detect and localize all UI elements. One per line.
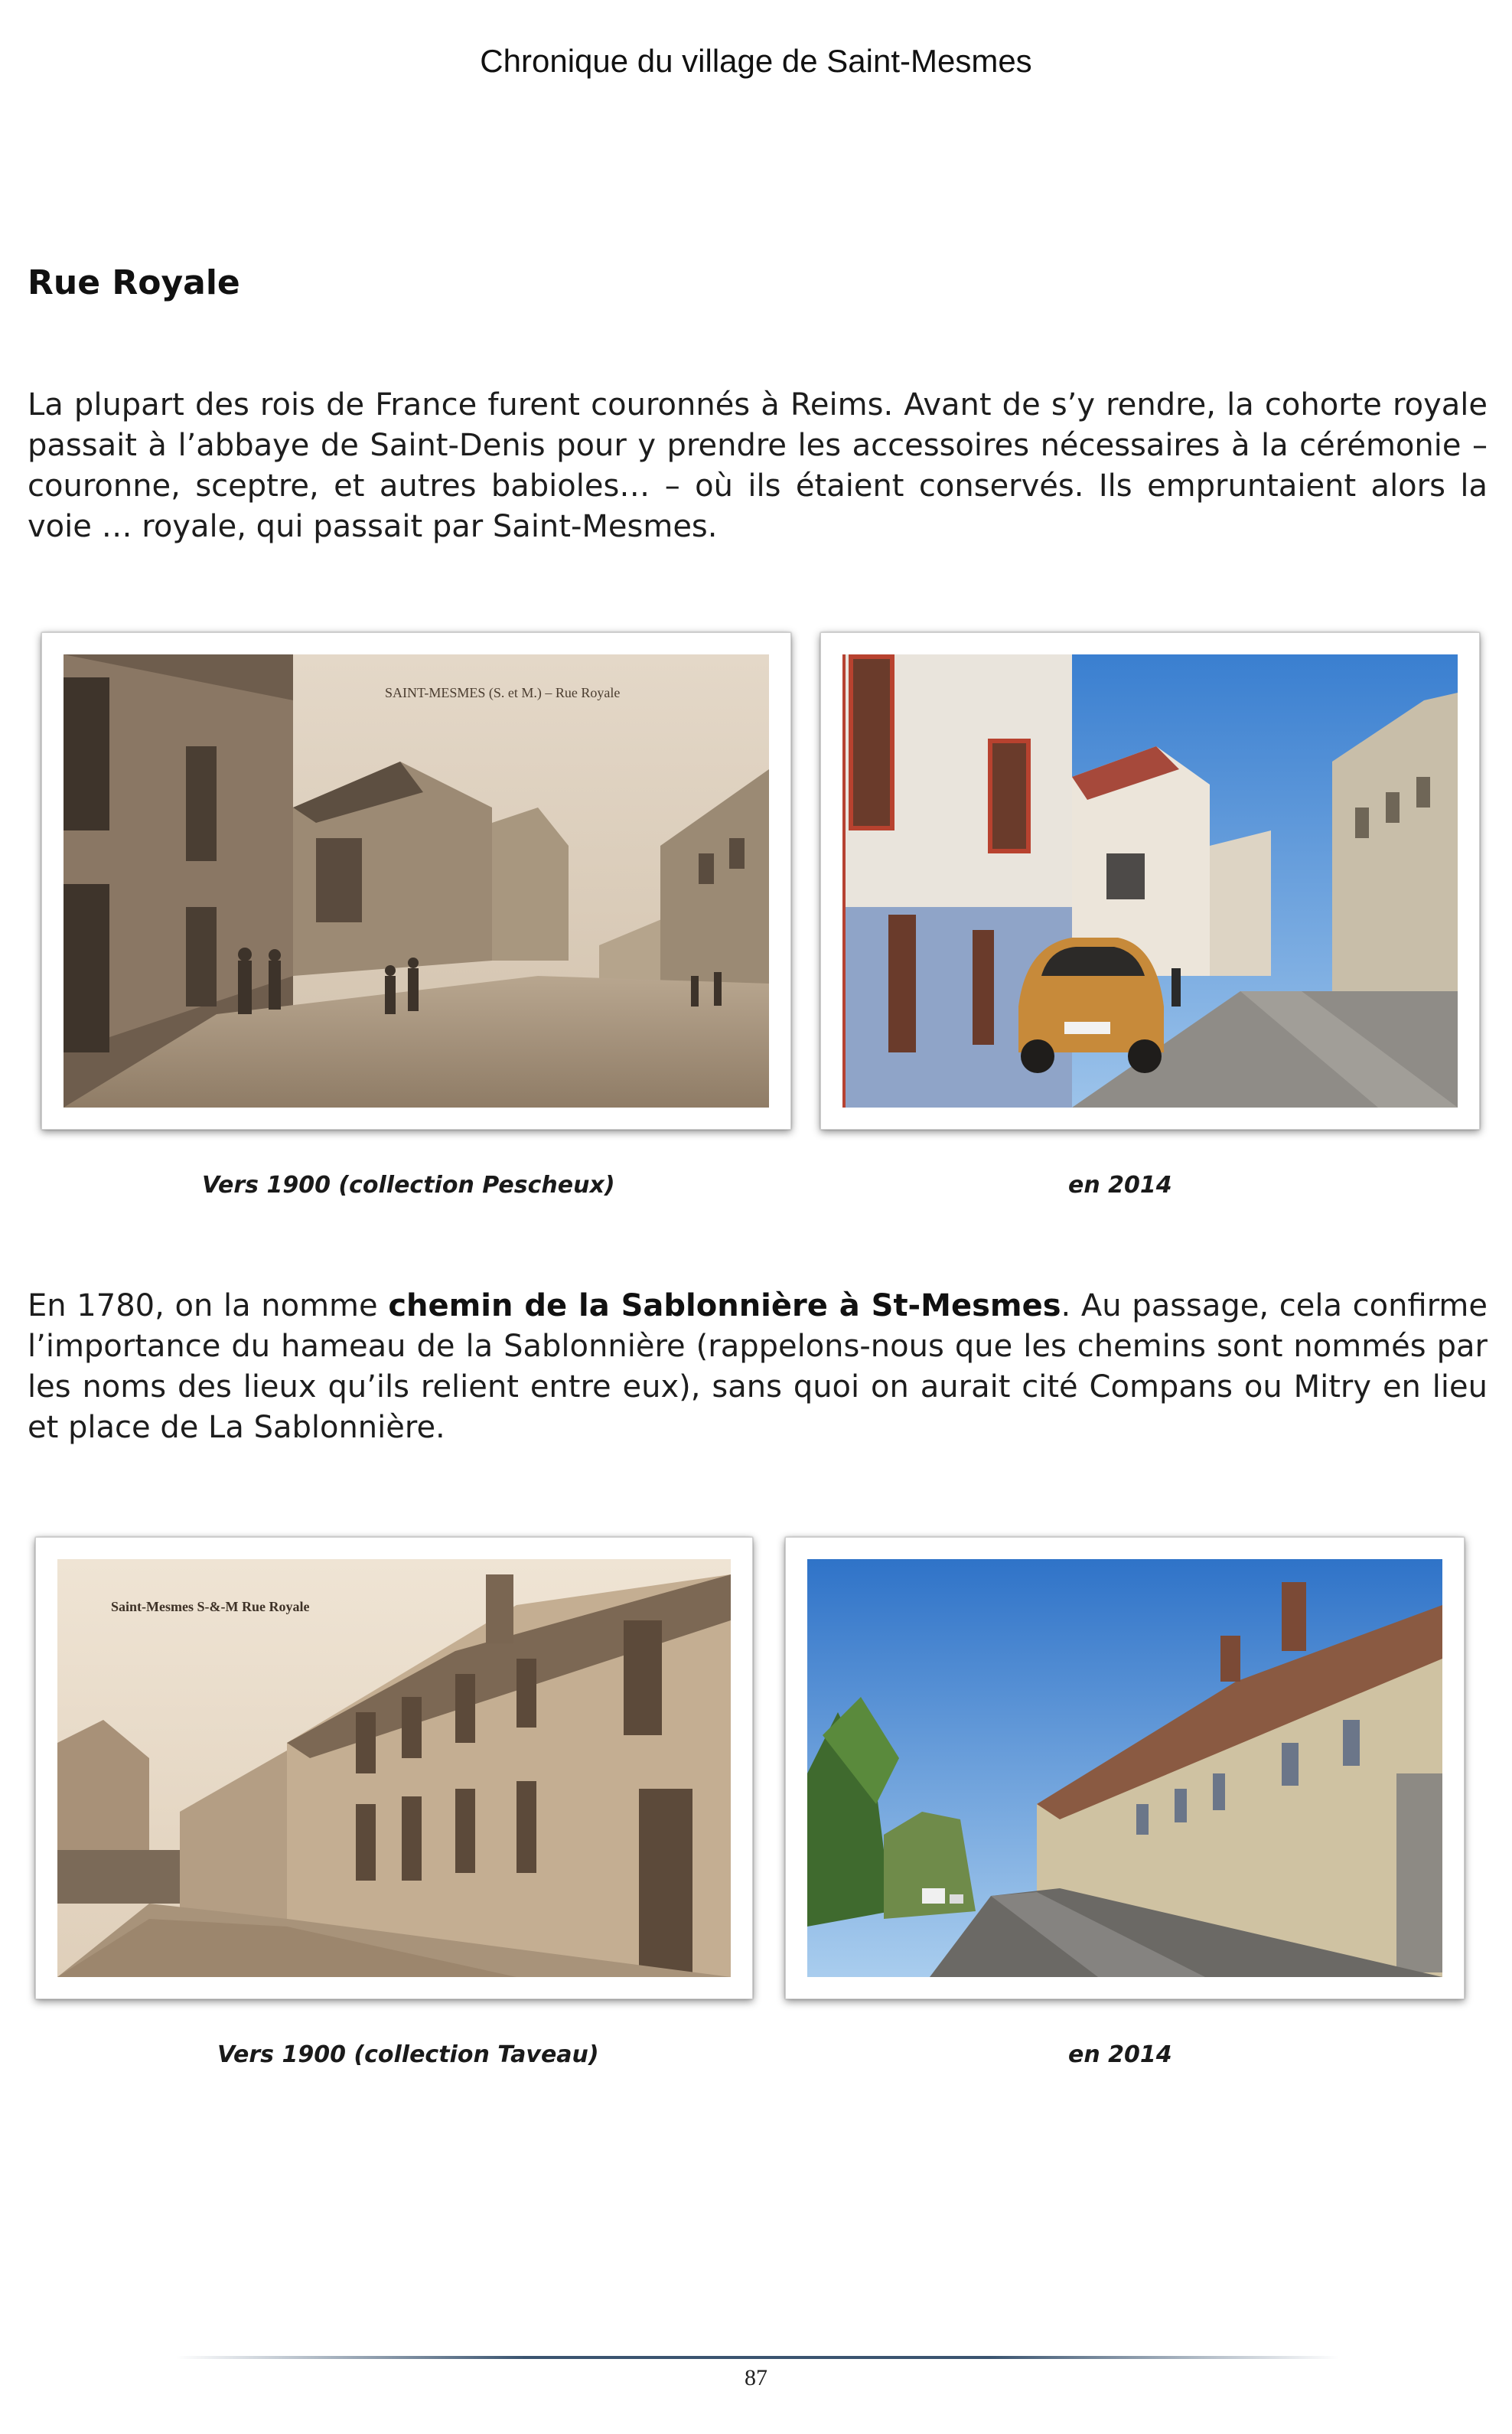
sepia-street-photo (57, 1559, 731, 1977)
page-number: 87 (745, 2365, 767, 2390)
postcard-caption-1: SAINT-MESMES (S. et M.) – Rue Royale (385, 685, 621, 700)
caption-1900-taveau: Vers 1900 (collection Taveau) (217, 2041, 599, 2068)
caption-2014-a: en 2014 (1068, 1172, 1172, 1199)
caption-1900-pescheux: Vers 1900 (collection Pescheux) (202, 1172, 615, 1199)
paragraph-1780-after: . Au passage, cela confirme l’importance du hameau de la Sablonnière (rappelons-nous que les chemins sont nommés par les noms des lieux qu’ils relient entre eux), sans quoi on aurait cité Compans ou Mitry en lieu et place de La Sablonnière. (28, 1288, 1488, 1445)
footer-divider (176, 2356, 1339, 2359)
photo-1900-taveau (35, 1537, 753, 1999)
paragraph-intro: La plupart des rois de France furent couronnés à Reims. Avant de s’y rendre, la cohorte royale passait à l’abbaye de Saint-Denis pour y prendre les accessoires nécessaires à la cérémonie – couronne, sceptre, et autres babioles… – où ils étaient conservés. Ils empruntaient alors la voie … royale, qui passait par Saint-Mesmes. (28, 387, 1488, 544)
running-title: Chronique du village de Saint-Mesmes (480, 43, 1032, 79)
photo-2014-b (785, 1537, 1465, 1999)
photo-2014-a (820, 632, 1480, 1130)
paragraph-1780-bold: chemin de la Sablonnière à St-Mesmes (388, 1288, 1061, 1323)
sepia-street-photo (64, 654, 769, 1108)
photo-1900-pescheux (41, 632, 791, 1130)
color-street-photo (842, 654, 1458, 1108)
paragraph-1780 (28, 1286, 1488, 1448)
section-heading: Rue Royale (28, 263, 240, 302)
postcard-caption-2: Saint-Mesmes S-&-M Rue Royale (111, 1599, 310, 1614)
color-street-photo (807, 1559, 1442, 1977)
paragraph-1780-before: En 1780, on la nomme (28, 1288, 389, 1323)
caption-2014-b: en 2014 (1068, 2041, 1172, 2068)
